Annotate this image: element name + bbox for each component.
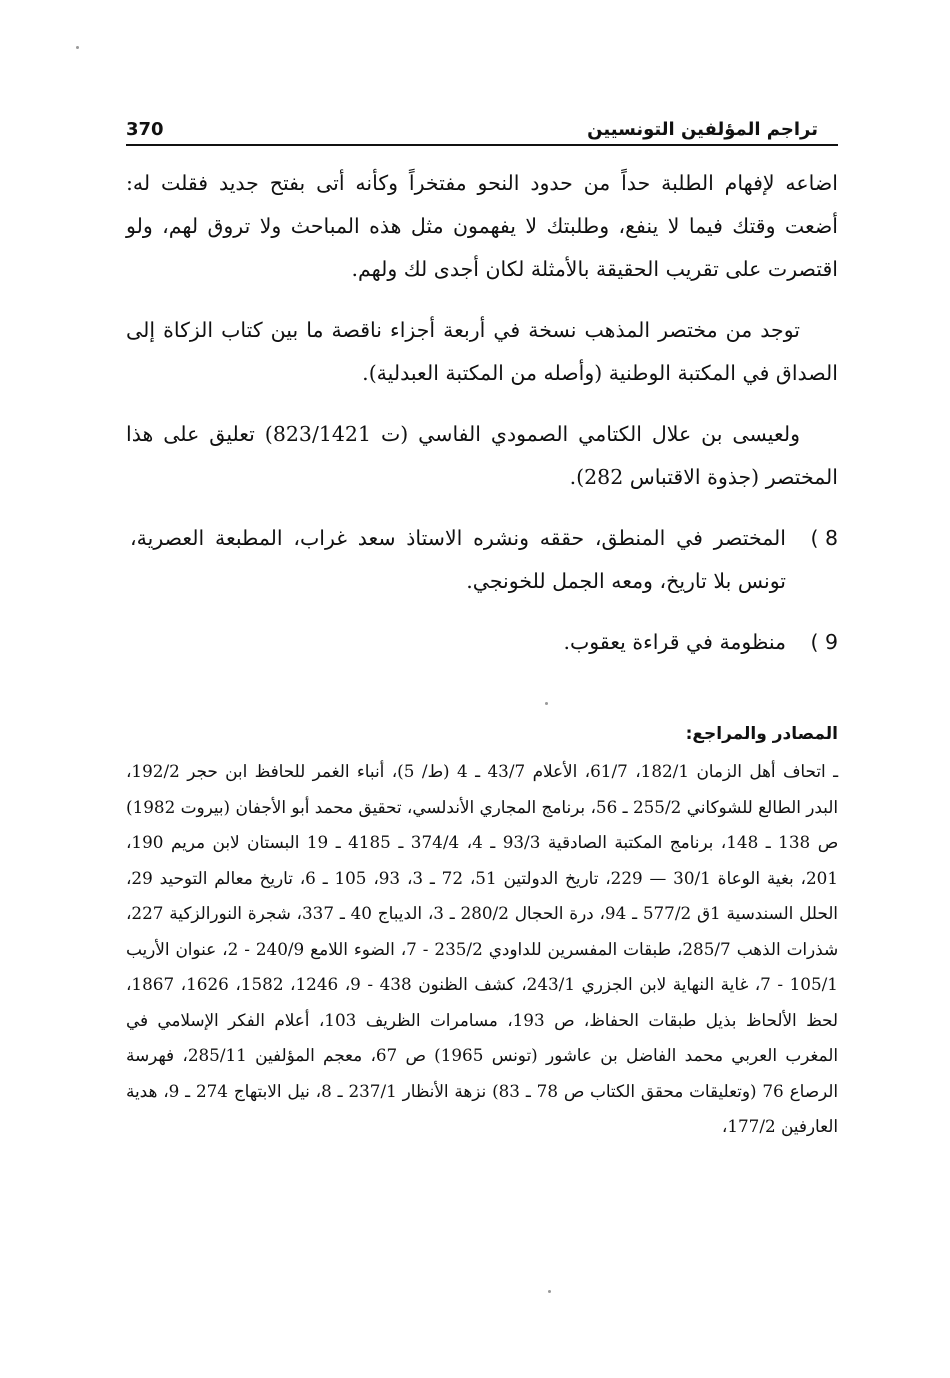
work-item-8 bbox=[126, 517, 838, 603]
sources-heading: المصادر والمراجع: bbox=[685, 724, 838, 744]
item-number: 9 ) bbox=[810, 630, 838, 654]
item-number: 8 ) bbox=[810, 526, 838, 550]
book-page bbox=[126, 110, 838, 1145]
running-title: تراجم المؤلفين التونسيين bbox=[587, 119, 818, 140]
sources-section bbox=[126, 724, 838, 1145]
main-text bbox=[126, 162, 838, 664]
page-header bbox=[126, 110, 838, 146]
paragraph-commentary-note: ولعيسى بن علال الكتامي الصمودي الفاسي (ت 823/1421) تعليق على هذا المختصر (جذوة الاقتباس 282). bbox=[126, 422, 838, 489]
item-text: المختصر في المنطق، حققه ونشره الاستاذ سعد غراب، المطبعة العصرية، تونس بلا تاريخ، ومعه الجمل للخونجي. bbox=[130, 526, 786, 593]
paragraph-continuation: اضاعه لإفهام الطلبة حداً من حدود النحو مفتخراً وكأنه أتى بفتح جديد فقلت له: أضعت وقتك فيما لا ينفع، وطلبتك لا يفهمون مثل هذه المباحث ولا تروق لهم، ولو اقتصرت على تقريب الحقيقة بالأمثلة لكان أجدى لك ولهم. bbox=[126, 171, 838, 281]
work-item-9 bbox=[126, 621, 838, 664]
paragraph-manuscript-note: توجد من مختصر المذهب نسخة في أربعة أجزاء ناقصة ما بين كتاب الزكاة إلى الصداق في المكتبة الوطنية (وأصله من المكتبة العبدلية). bbox=[126, 318, 838, 385]
scan-speck bbox=[548, 1290, 551, 1293]
sources-list: ـ اتحاف أهل الزمان 182/1، 61/7، الأعلام 43/7 ـ 4 (ط/ 5)، أنباء الغمر للحافظ ابن حجر 192/2، البدر الطالع للشوكاني 255/2 ـ 56، برنامج المجاري الأندلسي، تحقيق محمد أبو الأجفان (بيروت 1982) ص 138 ـ 148، برنامج المكتبة الصادقية 93/3 ـ 4، 374/4 ـ 4185 ـ 19 البستان لابن مريم 190، 201، بغية الوعاة 30/1 — 229، تاريخ الدولتين 51، 72 ـ 3، 93، 105 ـ 6، تاريخ معالم التوحيد 29، الحلل السندسية 1ق 577/2 ـ 94، درة الحجال 280/2 ـ 3، الديباج 40 ـ 337، شجرة النورالزكية 227، شذرات الذهب 285/7، طبقات المفسرين للداودي 235/2 - 7، الضوء اللامع 240/9 - 2، عنوان الأريب 105/1 - 7، غاية النهاية لابن الجزري 243/1، كشف الظنون 438 - 9، 1246، 1582، 1626، 1867، لحظ الألحاظ بذيل طبقات الحفاظ، ص 193، مسامرات الظريف 103، أعلام الفكر الإسلامي في المغرب العربي محمد الفاضل بن عاشور (تونس 1965) ص 67، معجم المؤلفين 285/11، فهرسة الرصاع 76 (وتعليقات محقق الكتاب ص 78 ـ 83) نزهة الأنظار 237/1 ـ 8، نيل الابتهاج 274 ـ 9، هدية العارفين 177/2، bbox=[126, 761, 839, 1136]
scan-speck bbox=[76, 46, 79, 49]
page-number: 370 bbox=[126, 119, 164, 140]
item-text: منظومة في قراءة يعقوب. bbox=[563, 630, 786, 654]
